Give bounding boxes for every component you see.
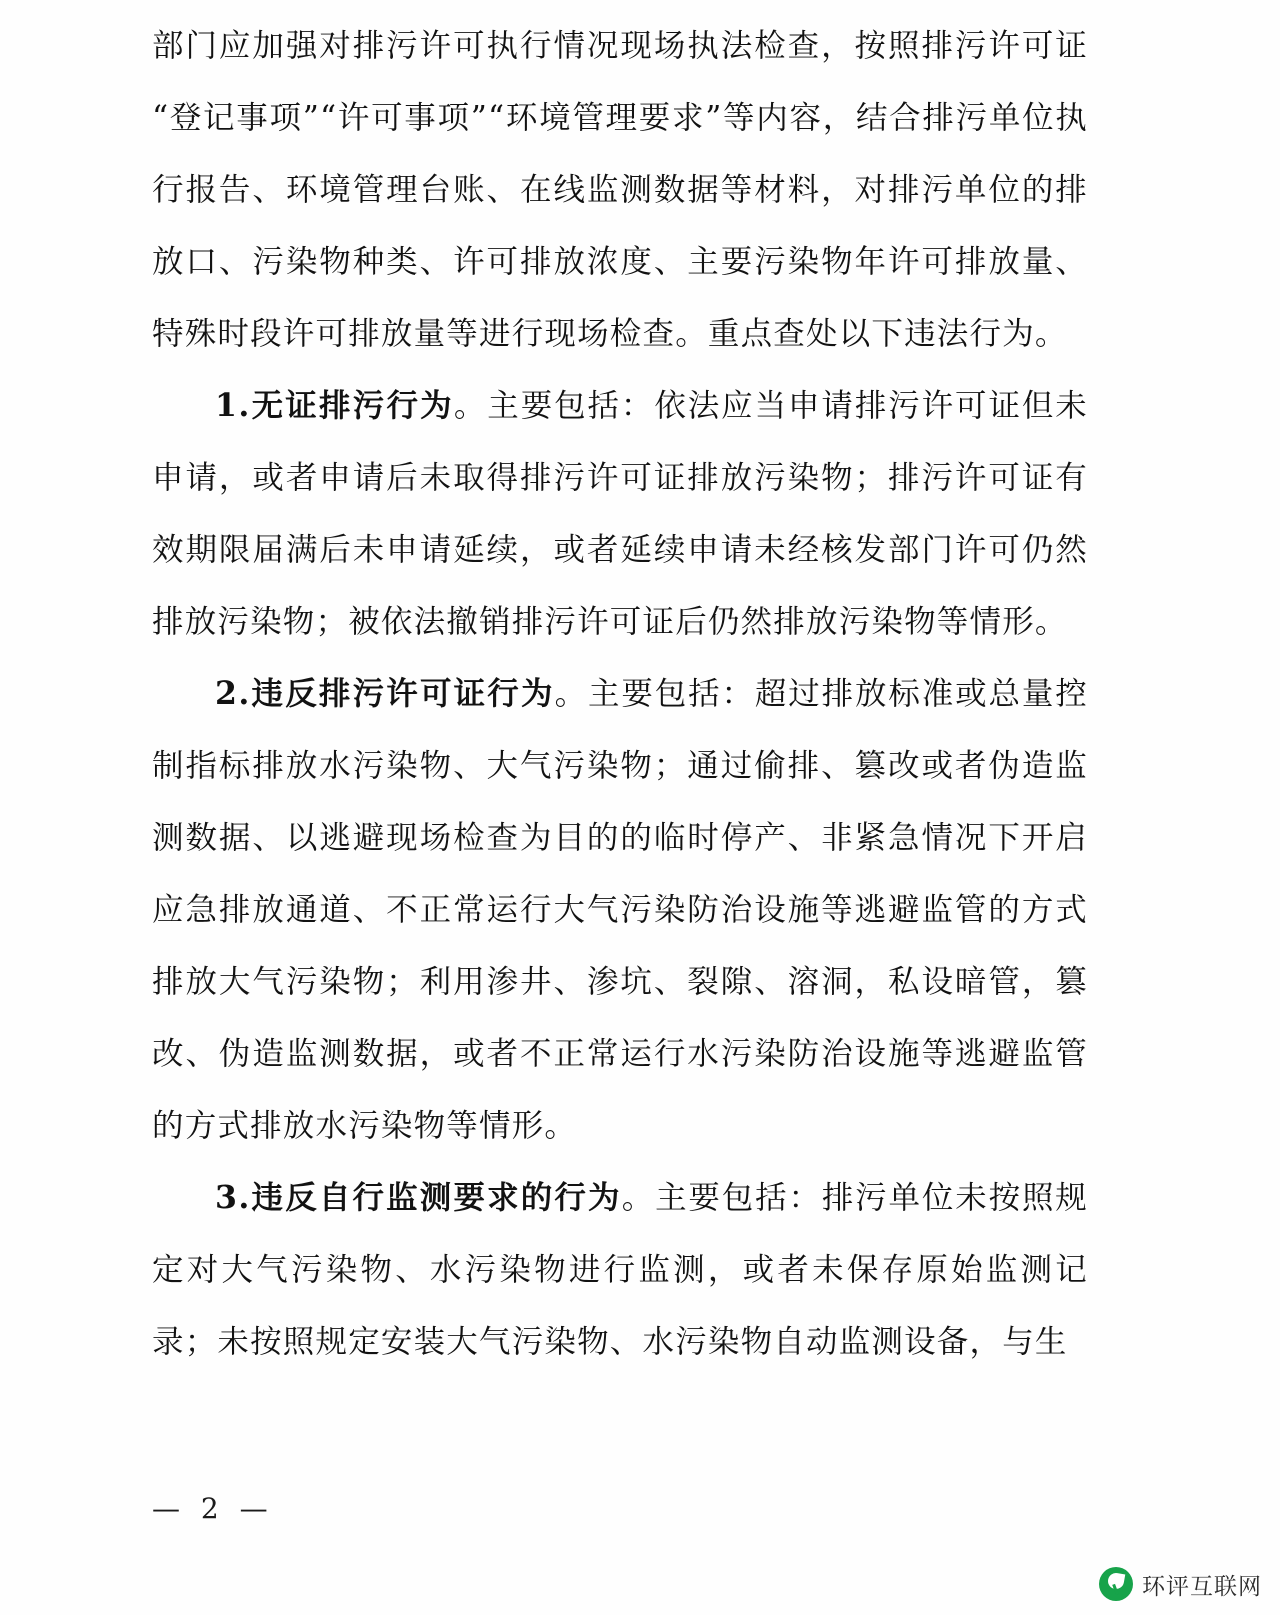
paragraph-3-lead: 2.违反排污许可证行为 (215, 675, 555, 712)
paragraph-4 (152, 1162, 1088, 1378)
watermark (1099, 1567, 1262, 1601)
document-body (152, 10, 1088, 1378)
paragraph-2 (152, 370, 1088, 658)
paragraph-1-text: 部门应加强对排污许可执行情况现场执法检查，按照排污许可证“登记事项”“许可事项”“环境管理要求”等内容，结合排污单位执行报告、环境管理台账、在线监测数据等材料，对排污单位的排放口、污染物种类、许可排放浓度、主要污染物年许可排放量、特殊时段许可排放量等进行现场检查。重点查处以下违法行为。 (152, 28, 1088, 352)
paragraph-4-text: 。主要包括：排污单位未按照规定对大气污染物、水污染物进行监测，或者未保存原始监测记录；未按照规定安装大气污染物、水污染物自动监测设备，与生 (152, 1180, 1088, 1360)
watermark-label: 环评互联网 (1142, 1573, 1262, 1600)
paragraph-2-text: 。主要包括：依法应当申请排污许可证但未申请，或者申请后未取得排污许可证排放污染物；排污许可证有效期限届满后未申请延续，或者延续申请未经核发部门许可仍然排放污染物；被依法撤销排污许可证后仍然排放污染物等情形。 (152, 388, 1088, 640)
paragraph-4-lead: 3.违反自行监测要求的行为 (215, 1179, 622, 1216)
paragraph-3-text: 。主要包括：超过排放标准或总量控制指标排放水污染物、大气污染物；通过偷排、篡改或者伪造监测数据、以逃避现场检查为目的的临时停产、非紧急情况下开启应急排放通道、不正常运行大气污染防治设施等逃避监管的方式排放大气污染物；利用渗井、渗坑、裂隙、溶洞，私设暗管，篡改、伪造监测数据，或者不正常运行水污染防治设施等逃避监管的方式排放水污染物等情形。 (152, 676, 1089, 1144)
paragraph-1 (152, 10, 1088, 370)
page-number: — 2 — (152, 1492, 274, 1525)
paragraph-3 (152, 658, 1088, 1162)
leaf-logo-icon (1099, 1567, 1133, 1601)
paragraph-2-lead: 1.无证排污行为 (215, 387, 454, 424)
